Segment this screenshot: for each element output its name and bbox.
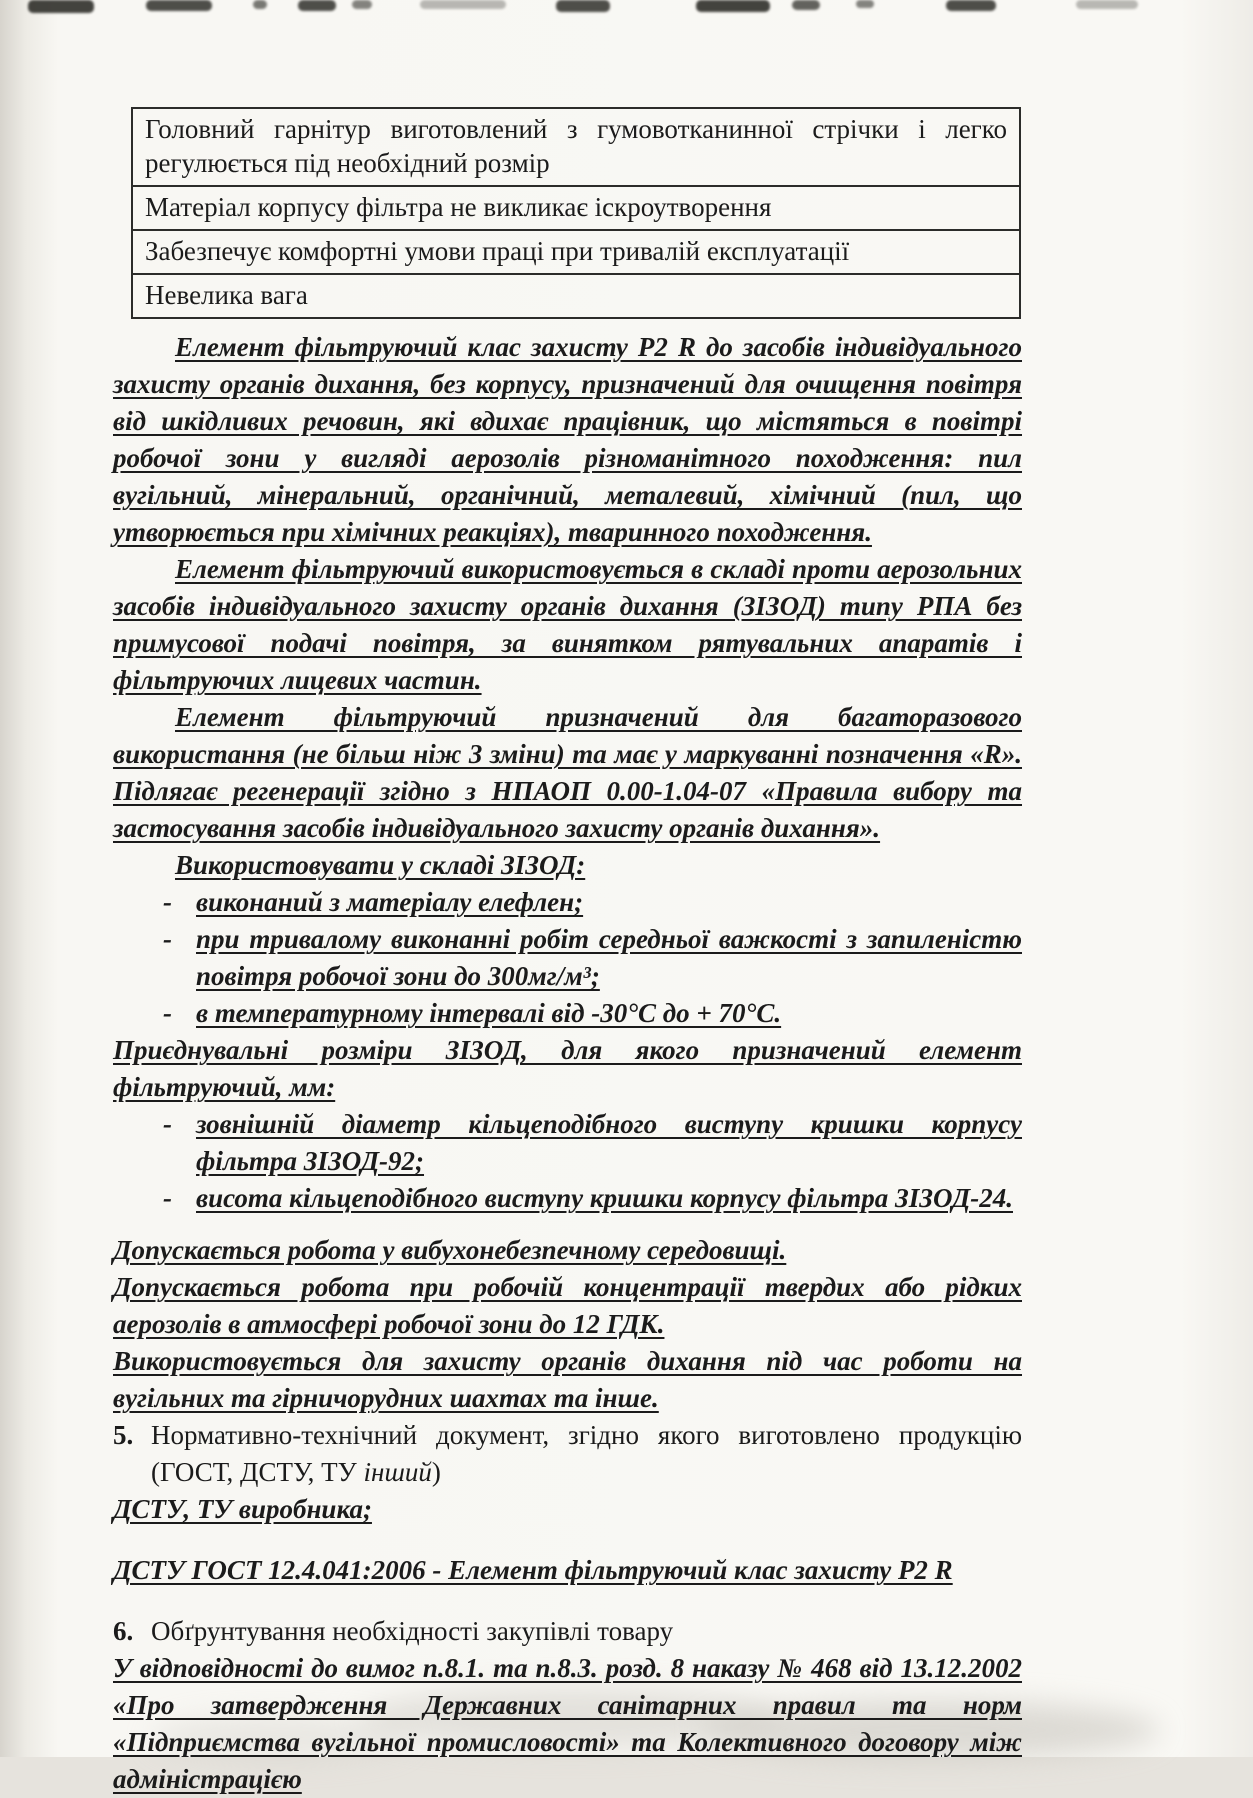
scan-artifact — [352, 0, 372, 9]
scan-artifact — [856, 0, 874, 8]
list-item-text: зовнішній діаметр кільцеподібного виступу кришки корпусу фільтра ЗІЗОД-92; — [196, 1109, 1022, 1176]
scan-artifact — [696, 0, 770, 12]
list-item-text: в температурному інтервалі від -30°С до + 70°С. — [196, 998, 782, 1028]
table-row: Головний гарнітур виготовлений з гумовотканинної стрічки і легко регулюється під необхідний розмір — [133, 109, 1019, 187]
scan-artifact — [946, 0, 996, 11]
item-5-normative-document — [113, 1417, 1022, 1491]
list-item-height — [163, 1180, 1022, 1217]
para-dstu-tu-producer: ДСТУ, ТУ виробника; — [113, 1494, 372, 1524]
item-5-text: Нормативно-технічний документ, згідно якого виготовлено продукцію — [151, 1420, 1022, 1450]
para-usage-composition: Елемент фільтруючий використовується в складі проти аерозольних засобів індивідуального захисту органів дихання (ЗІЗОД) типу РПА без примусової подачі повітря, за винятком рятувальних апаратів і фільтруючих лицевих частин. — [113, 554, 1022, 695]
item-5-paren: (ГОСТ, ДСТУ, ТУ — [151, 1457, 364, 1487]
para-mining-usage: Використовується для захисту органів дихання під час роботи на вугільних та гірничорудних шахтах та інше. — [113, 1346, 1022, 1413]
bullet-dash: - — [163, 924, 172, 954]
features-table — [131, 107, 1021, 319]
bullet-dash: - — [163, 998, 172, 1028]
para-reusability: Елемент фільтруючий призначений для багаторазового використання (не більш ніж 3 зміни) та має у маркуванні позначення «R». Підлягає регенерації згідно з НПАОП 0.00-1.04-07 «Правила вибору та застосування засобів індивідуального захисту органів дихання». — [113, 702, 1022, 843]
list-item-dust-load — [163, 921, 1022, 995]
bullet-dash: - — [163, 887, 172, 917]
bullet-dash: - — [163, 1109, 172, 1139]
document-body — [113, 107, 1022, 1798]
para-explosive-environment: Допускається робота у вибухонебезпечному середовищі. — [113, 1235, 787, 1265]
list-item-text: виконаний з матеріалу елефлен; — [196, 887, 584, 917]
scan-artifact — [298, 0, 336, 11]
table-row: Матеріал корпусу фільтра не викликає іскроутворення — [133, 187, 1019, 231]
item-5-paren-close: ) — [431, 1457, 441, 1487]
list-item-outer-diameter — [163, 1106, 1022, 1180]
scan-artifact — [146, 0, 212, 11]
item-6-text: Обґрунтування необхідності закупівлі товару — [151, 1616, 674, 1646]
list-item-text: висота кільцеподібного виступу кришки корпусу фільтра ЗІЗОД-24. — [196, 1183, 1013, 1213]
bullet-dash: - — [163, 1183, 172, 1213]
para-working-concentration: Допускається робота при робочій концентрації твердих або рідких аерозолів в атмосфері робочої зони до 12 ГДК. — [113, 1272, 1022, 1339]
heading-use-in-zizod: Використовувати у складі ЗІЗОД: — [175, 850, 586, 880]
scan-artifact — [253, 0, 267, 9]
list-item-temperature — [163, 995, 1022, 1032]
scan-artifact — [792, 0, 820, 10]
scan-artifact — [1076, 0, 1138, 9]
para-procurement-justification: У відповідності до вимог п.8.1. та п.8.3. розд. 8 наказу № 468 від 13.12.2002 «Про затвердження Державних санітарних правил та норм «Підприємства вугільної промисловості» та Колективного договору між адміністрацією — [113, 1653, 1022, 1794]
scan-artifact — [28, 0, 94, 13]
scan-artifact — [420, 0, 506, 9]
para-connection-dimensions: Приєднувальні розміри ЗІЗОД, для якого призначений елемент фільтруючий, мм: — [113, 1035, 1022, 1102]
para-filter-class-description: Елемент фільтруючий клас захисту P2 R до засобів індивідуального захисту органів дихання, без корпусу, призначений для очищення повітря від шкідливих речовин, які вдихає працівник, що містяться в повітрі робочої зони у вигляді аерозолів різноманітного походження: пил вугільний, мінеральний, органічний, металевий, хімічний (пил, що утворюється при хімічних реакціях), тваринного походження. — [113, 332, 1022, 547]
table-row: Забезпечує комфортні умови праці при тривалій експлуатації — [133, 231, 1019, 275]
item-5-paren-italic: інший — [363, 1457, 432, 1487]
item-6-justification — [113, 1613, 1022, 1650]
item-number: 5. — [113, 1420, 134, 1450]
para-dstu-gost-standard: ДСТУ ГОСТ 12.4.041:2006 - Елемент фільтруючий клас захисту P2 R — [113, 1555, 953, 1585]
table-row: Невелика вага — [145, 280, 308, 310]
list-item-material — [163, 884, 1022, 921]
list-item-text: при тривалому виконанні робіт середньої важкості з запиленістю повітря робочої зони до 300мг/м³; — [196, 924, 1022, 991]
item-number: 6. — [113, 1616, 134, 1646]
scan-artifact — [556, 0, 610, 12]
